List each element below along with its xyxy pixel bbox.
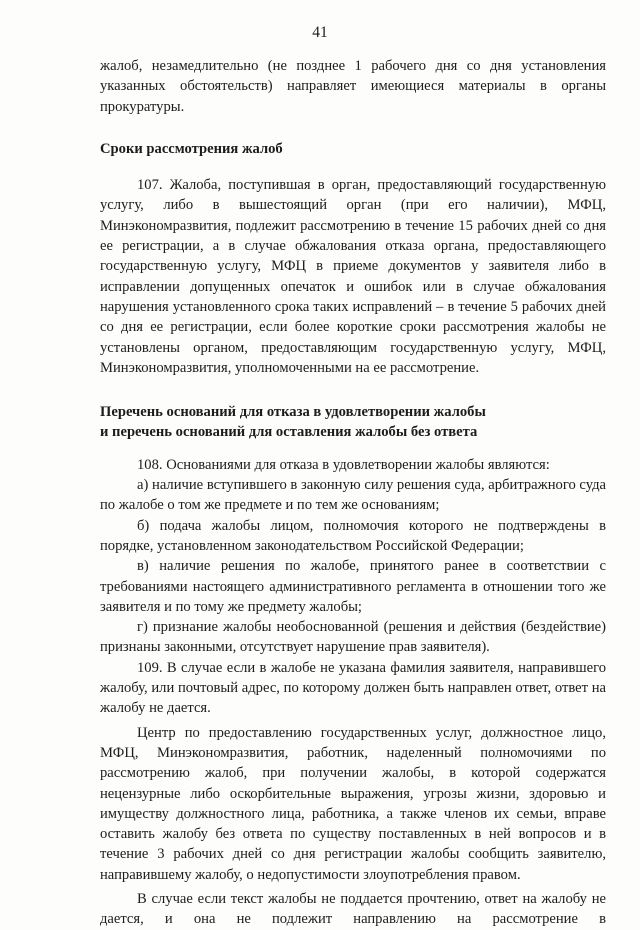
- list-item-b: б) подача жалобы лицом, полномочия которого не подтверждены в порядке, установленном законодательством Российской Федерации;: [100, 517, 606, 554]
- list-item-c: в) наличие решения по жалобе, принятого ранее в соответствии с требованиями настоящего административного регламента в отношении того же заявителя и по тому же предмету жалобы;: [100, 558, 606, 615]
- intro-paragraph: жалоб, незамедлительно (не позднее 1 рабочего дня со дня установления указанных обстоятельств) направляет имеющиеся материалы в органы прокуратуры.: [100, 58, 606, 115]
- section-heading-review-terms: Сроки рассмотрения жалоб: [100, 140, 283, 157]
- paragraph-center-rights: Центр по предоставлению государственных услуг, должностное лицо, МФЦ, Минэкономразвития, работник, наделенный полномочиями по рассмотрению жалоб, при получении жалобы, в которой содержатся нецензурные либо оскорбительные выражения, угрозы жизни, здоровью и имуществу должностного лица, работника, а также членов их семьи, вправе оставить жалобу без ответа по существу поставленных в ней вопросов и в течение 3 рабочих дней со дня регистрации жалобы сообщить заявителю, направившему жалобу, о недопустимости злоупотребления правом.: [100, 724, 606, 883]
- paragraph-107: 107. Жалоба, поступившая в орган, предоставляющий государственную услугу, либо в вышестоящий орган (при его наличии), МФЦ, Минэкономразвития, подлежит рассмотрению в течение 15 рабочих дней со дня ее регистрации, а в случае обжалования отказа органа, предоставляющего государственную услугу, МФЦ в приеме документов у заявителя либо в исправлении допущенных опечаток и ошибок или в случае обжалования нарушения установленного срока таких исправлений – в течение 5 рабочих дней со дня ее регистрации, если более короткие сроки рассмотрения жалобы не установлены органом, предоставляющим государственную услугу, МФЦ, Минэкономразвития, уполномоченными на ее рассмотрение.: [100, 177, 606, 376]
- section-heading-refusal-grounds-line2: и перечень оснований для оставления жалобы без ответа: [100, 424, 478, 441]
- paragraph-unreadable-text: В случае если текст жалобы не поддается прочтению, ответ на жалобу не дается, и она не подлежит направлению на рассмотрение в: [100, 890, 606, 928]
- section-heading-refusal-grounds-line1: Перечень оснований для отказа в удовлетворении жалобы: [100, 404, 486, 421]
- paragraph-108: 108. Основаниями для отказа в удовлетворении жалобы являются:: [137, 456, 550, 473]
- list-item-d: г) признание жалобы необоснованной (решения и действия (бездействие) признаны законными, отсутствует нарушение прав заявителя).: [100, 619, 606, 656]
- list-item-a: а) наличие вступившего в законную силу решения суда, арбитражного суда по жалобе о том же предмете и по тем же основаниям;: [100, 477, 606, 514]
- paragraph-109: 109. В случае если в жалобе не указана фамилия заявителя, направившего жалобу, или почтовый адрес, по которому должен быть направлен ответ, ответ на жалобу не дается.: [100, 659, 606, 717]
- document-body: [100, 56, 606, 930]
- page-number: 41: [312, 24, 328, 41]
